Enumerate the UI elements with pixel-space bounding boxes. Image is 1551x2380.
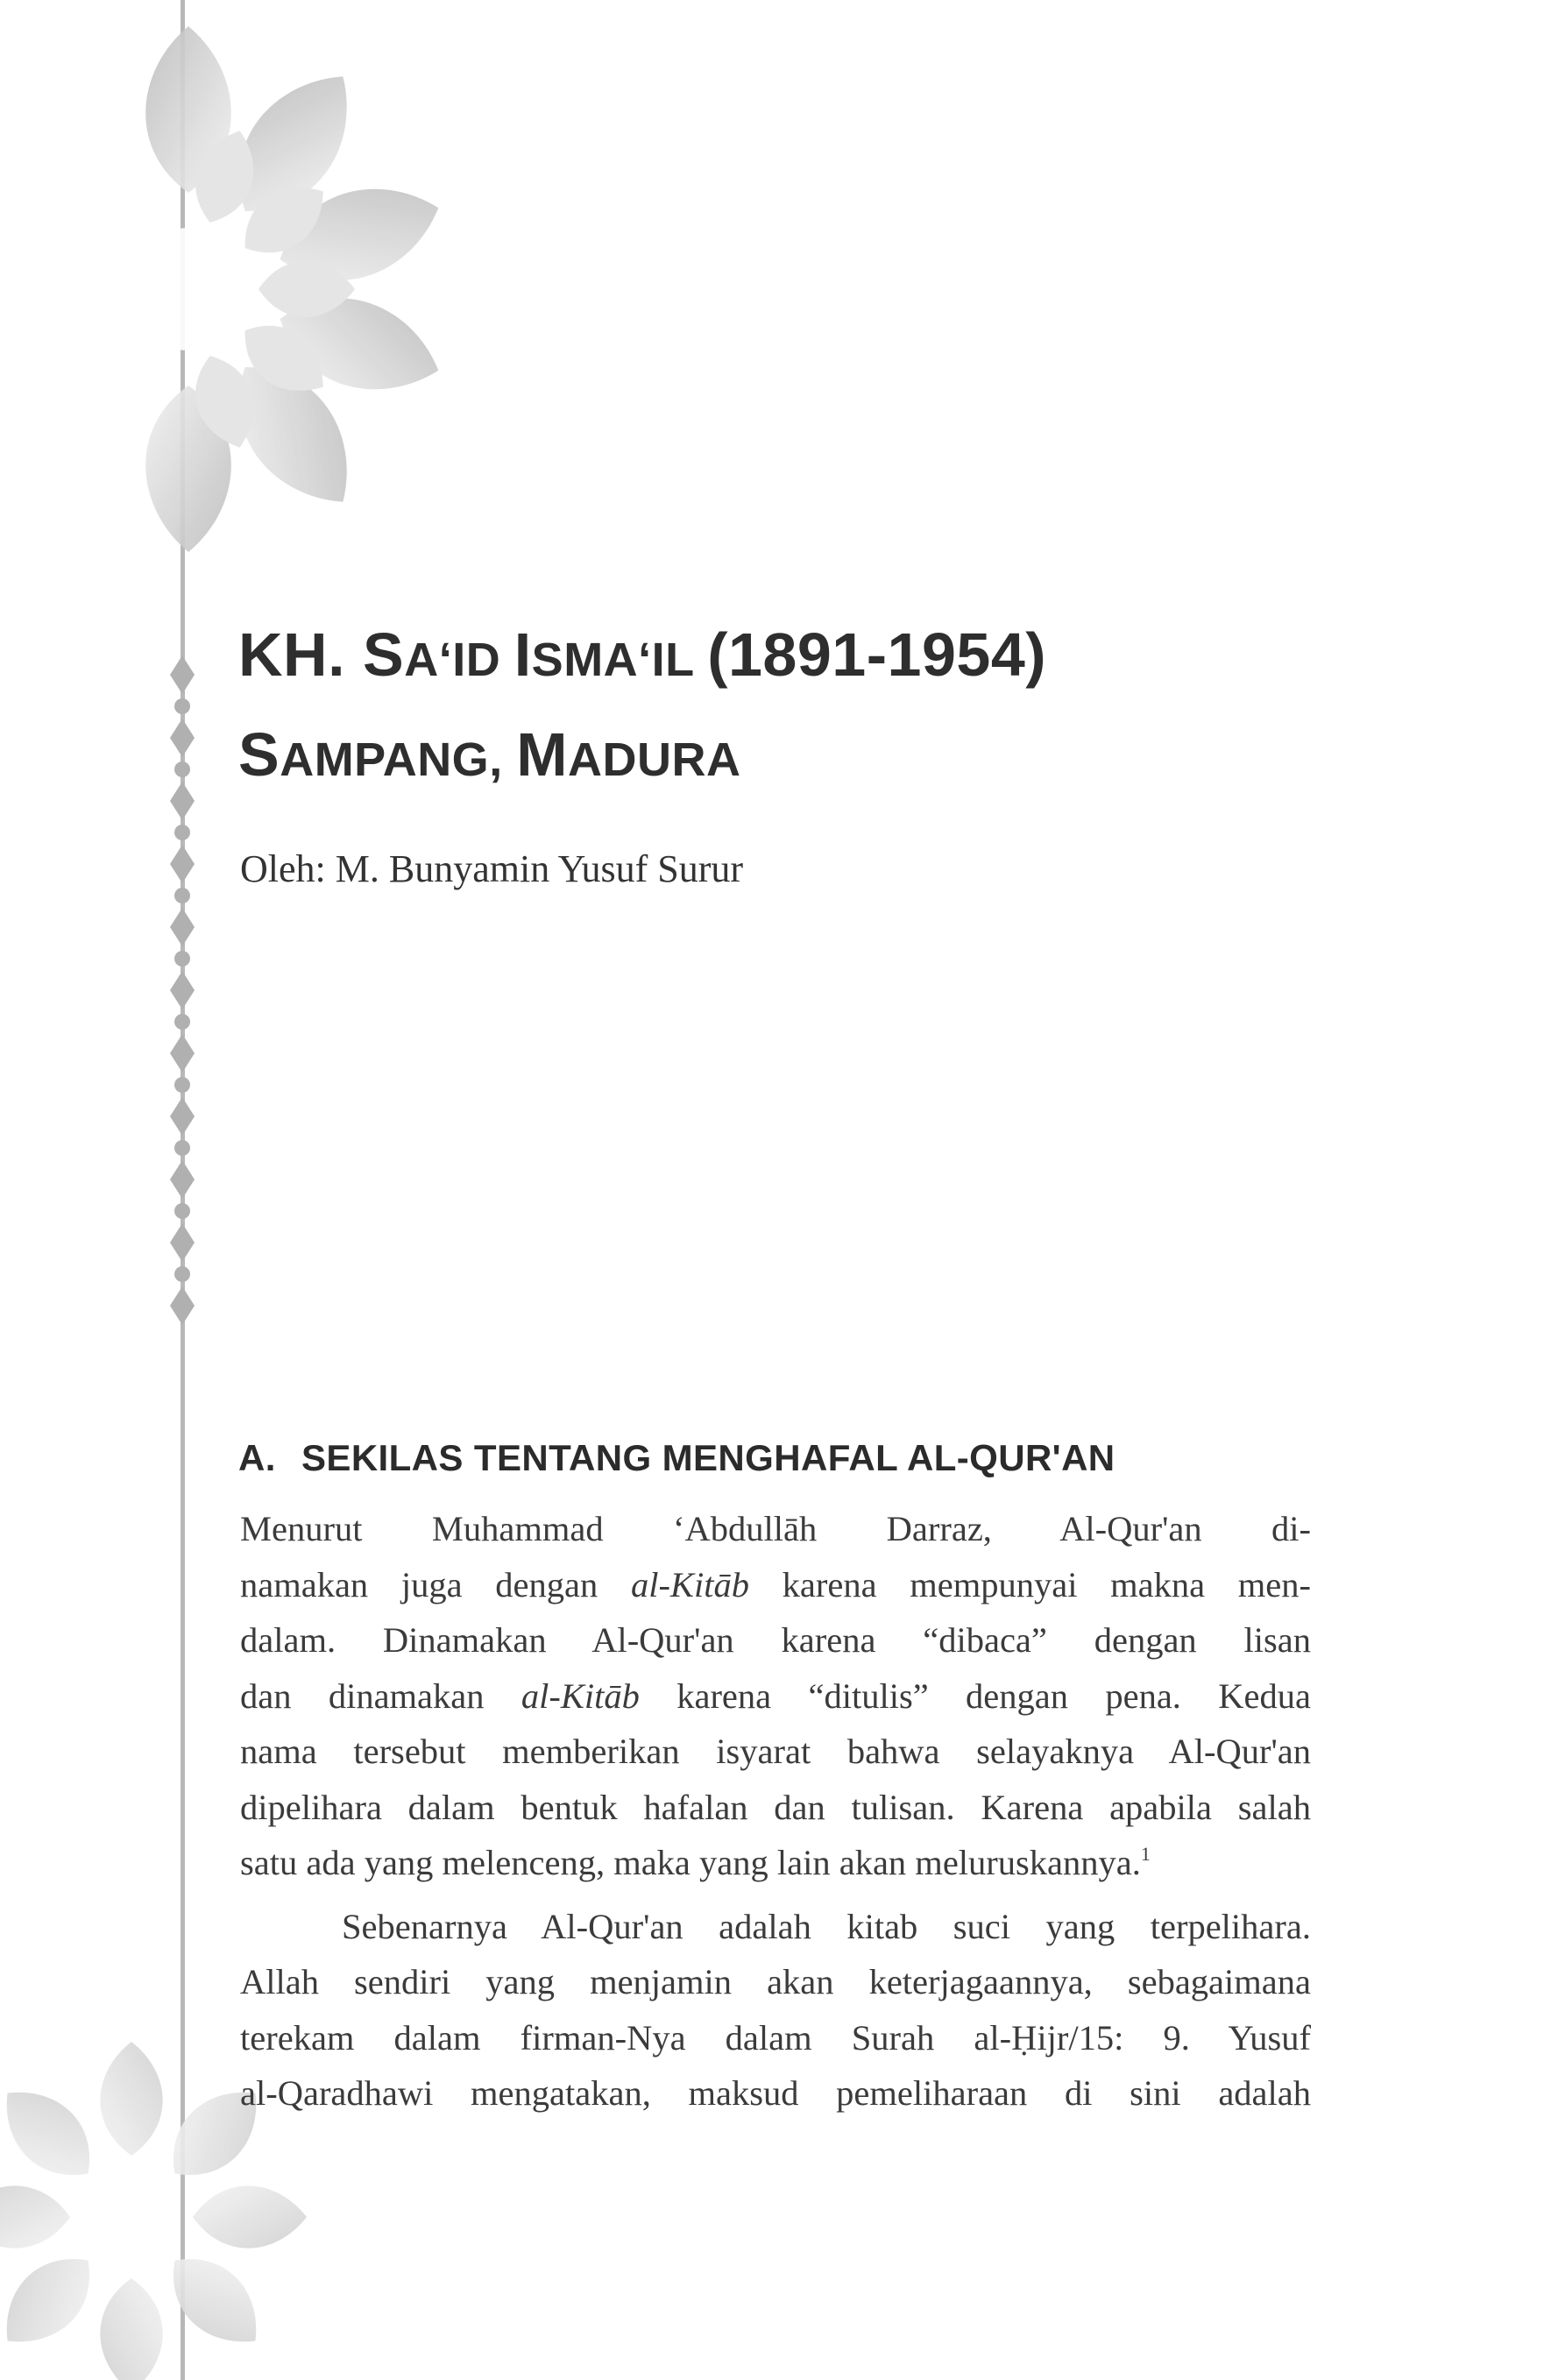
section-letter: A. — [238, 1437, 276, 1478]
paragraph-1-line: namakan juga dengan al-Kitāb karena mempunyai makna men- — [240, 1564, 1312, 1604]
chapter-title — [238, 613, 1377, 813]
section-heading-text: SEKILAS TENTANG MENGHAFAL AL-QUR'AN — [301, 1437, 1115, 1478]
section-heading — [238, 1437, 1115, 1479]
paragraph-2-line: terekam dalam firman-Nya dalam Surah al-Ḥijr/15: 9. Yusuf — [240, 2017, 1311, 2058]
paragraph-2-line: Allah sendiri yang menjamin akan keterjagaannya, sebagaimana — [240, 1962, 1311, 2001]
paragraph-1-line: Menurut Muhammad ‘Abdullāh Darraz, Al-Qur'an di- — [240, 1509, 1311, 1548]
paragraph-2-line: al-Qaradhawi mengatakan, maksud pemeliharaan di sini adalah — [240, 2073, 1311, 2113]
author-byline: Oleh: M. Bunyamin Yusuf Surur — [240, 847, 744, 890]
chapter-title-line-1: KH. SA‘ID ISMA‘IL (1891-1954) — [238, 620, 1047, 689]
footnote-marker[interactable]: 1 — [1140, 1843, 1151, 1865]
chapter-title-line-2: SAMPANG, MADURA — [238, 720, 741, 789]
paragraph-1-line: dan dinamakan al-Kitāb karena “ditulis” dengan pena. Kedua — [240, 1675, 1311, 1716]
paragraph-1-line: nama tersebut memberikan isyarat bahwa selayaknya Al-Qur'an — [240, 1732, 1311, 1771]
paragraph-1-line: dipelihara dalam bentuk hafalan dan tulisan. Karena apabila salah — [240, 1787, 1311, 1827]
paragraph-1-line: dalam. Dinamakan Al-Qur'an karena “dibaca” dengan lisan — [240, 1620, 1311, 1660]
paragraph-1-line: satu ada yang melenceng, maka yang lain akan meluruskannya.$^1$ — [240, 1843, 1151, 1882]
diamond-chain-icon — [170, 655, 195, 1325]
floral-rosette-icon — [127, 26, 451, 552]
body-text — [240, 1501, 1311, 2121]
paragraph-2-line: Sebenarnya Al-Qur'an adalah kitab suci yang terpelihara. — [342, 1906, 1311, 1946]
